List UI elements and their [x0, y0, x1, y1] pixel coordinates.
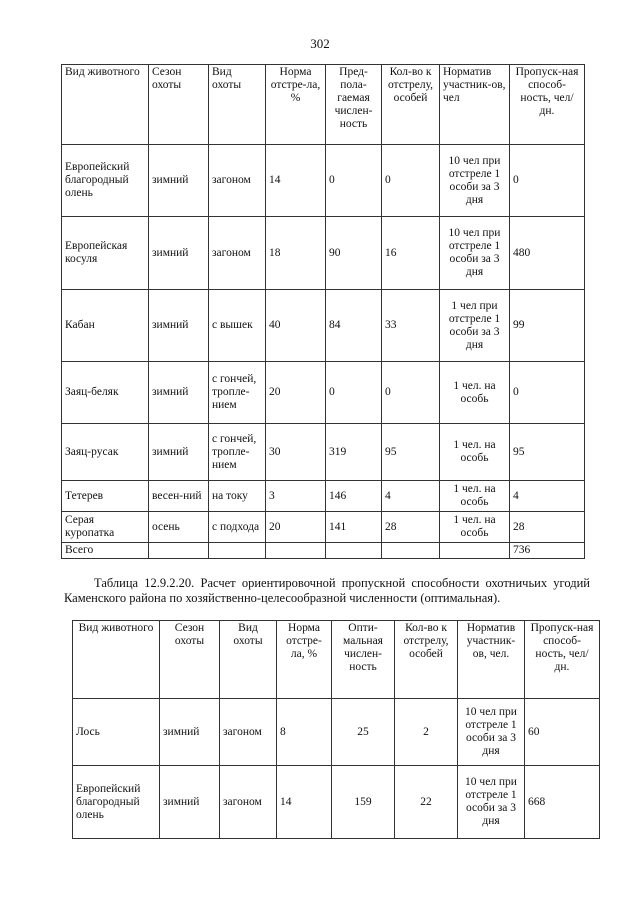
participants-cell: 1 чел при отстреле 1 особи за 3 дня [440, 290, 510, 362]
quota-cell: 16 [382, 217, 440, 290]
season-cell: зимний [149, 290, 209, 362]
capacity-cell: 99 [510, 290, 585, 362]
rate-cell: 30 [266, 424, 326, 481]
method-cell: загоном [209, 217, 266, 290]
rate-cell: 3 [266, 481, 326, 512]
population-cell: 90 [326, 217, 382, 290]
empty-cell [382, 543, 440, 559]
total-value: 736 [510, 543, 585, 559]
header-cell: Пропуск-ная способ-ность, чел/дн. [525, 621, 600, 699]
participants-cell: 1 чел. на особь [440, 362, 510, 424]
capacity-cell: 4 [510, 481, 585, 512]
optimal-capacity-table [72, 620, 600, 839]
quota-cell: 0 [382, 362, 440, 424]
empty-cell [209, 543, 266, 559]
quota-cell: 0 [382, 145, 440, 217]
season-cell: зимний [149, 217, 209, 290]
season-cell: зимний [160, 699, 220, 766]
header-cell: Пропуск-ная способ-ность, чел/дн. [510, 65, 585, 145]
header-cell: Норма отстре-ла, % [266, 65, 326, 145]
quota-cell: 28 [382, 512, 440, 543]
animal-cell: Заяц-беляк [62, 362, 149, 424]
population-cell: 25 [332, 699, 395, 766]
animal-cell: Лось [73, 699, 160, 766]
method-cell: с вышек [209, 290, 266, 362]
season-cell: зимний [160, 766, 220, 839]
season-cell: зимний [149, 424, 209, 481]
animal-cell: Тетерев [62, 481, 149, 512]
capacity-cell: 480 [510, 217, 585, 290]
empty-cell [266, 543, 326, 559]
quota-cell: 2 [395, 699, 458, 766]
season-cell: зимний [149, 145, 209, 217]
capacity-cell: 95 [510, 424, 585, 481]
season-cell: зимний [149, 362, 209, 424]
capacity-cell: 0 [510, 145, 585, 217]
page-number: 302 [310, 36, 330, 51]
table-header-row [62, 65, 585, 145]
method-cell: с гончей, тропле-нием [209, 362, 266, 424]
table-caption: Таблица 12.9.2.20. Расчет ориентировочной пропускной способности охотничьих угодий Каменского района по хозяйственно-целесообразной численности (оптимальная). [64, 576, 590, 605]
header-cell: Вид охоты [209, 65, 266, 145]
participants-cell: 1 чел. на особь [440, 481, 510, 512]
table-row [73, 699, 600, 766]
population-cell: 146 [326, 481, 382, 512]
method-cell: с подхода [209, 512, 266, 543]
participants-cell: 1 чел. на особь [440, 424, 510, 481]
table-header-row [73, 621, 600, 699]
total-label: Всего [62, 543, 149, 559]
population-cell: 319 [326, 424, 382, 481]
method-cell: загоном [220, 766, 277, 839]
participants-cell: 10 чел при отстреле 1 особи за 3 дня [458, 699, 525, 766]
header-cell: Норма отстре-ла, % [277, 621, 332, 699]
population-cell: 141 [326, 512, 382, 543]
rate-cell: 40 [266, 290, 326, 362]
header-cell: Сезон охоты [149, 65, 209, 145]
season-cell: осень [149, 512, 209, 543]
population-cell: 84 [326, 290, 382, 362]
quota-cell: 22 [395, 766, 458, 839]
header-cell: Пред-пола-гаемая числен-ность [326, 65, 382, 145]
rate-cell: 20 [266, 512, 326, 543]
capacity-cell: 28 [510, 512, 585, 543]
method-cell: загоном [220, 699, 277, 766]
population-cell: 0 [326, 145, 382, 217]
empty-cell [326, 543, 382, 559]
animal-cell: Европейский благородный олень [73, 766, 160, 839]
capacity-cell: 0 [510, 362, 585, 424]
capacity-cell: 60 [525, 699, 600, 766]
rate-cell: 8 [277, 699, 332, 766]
rate-cell: 14 [277, 766, 332, 839]
rate-cell: 20 [266, 362, 326, 424]
table-row [62, 362, 585, 424]
header-cell: Опти-мальная числен-ность [332, 621, 395, 699]
capacity-cell: 668 [525, 766, 600, 839]
header-cell: Вид животного [73, 621, 160, 699]
table-row [62, 424, 585, 481]
rate-cell: 18 [266, 217, 326, 290]
table-row [73, 766, 600, 839]
table-row [62, 290, 585, 362]
participants-cell: 10 чел при отстреле 1 особи за 3 дня [440, 217, 510, 290]
quota-cell: 33 [382, 290, 440, 362]
header-cell: Сезон охоты [160, 621, 220, 699]
method-cell: на току [209, 481, 266, 512]
animal-cell: Заяц-русак [62, 424, 149, 481]
animal-cell: Европейский благородный олень [62, 145, 149, 217]
method-cell: с гончей, тропле-нием [209, 424, 266, 481]
hunting-capacity-table [61, 64, 585, 559]
participants-cell: 10 чел при отстреле 1 особи за 3 дня [458, 766, 525, 839]
population-cell: 159 [332, 766, 395, 839]
header-cell: Кол-во к отстрелу, особей [395, 621, 458, 699]
rate-cell: 14 [266, 145, 326, 217]
empty-cell [440, 543, 510, 559]
table-row [62, 481, 585, 512]
participants-cell: 1 чел. на особь [440, 512, 510, 543]
header-cell: Норматив участник-ов, чел [440, 65, 510, 145]
header-cell: Вид животного [62, 65, 149, 145]
table-row [62, 145, 585, 217]
method-cell: загоном [209, 145, 266, 217]
quota-cell: 4 [382, 481, 440, 512]
population-cell: 0 [326, 362, 382, 424]
header-cell: Кол-во к отстрелу, особей [382, 65, 440, 145]
total-row [62, 543, 585, 559]
empty-cell [149, 543, 209, 559]
header-cell: Норматив участник-ов, чел. [458, 621, 525, 699]
season-cell: весен-ний [149, 481, 209, 512]
animal-cell: Серая куропатка [62, 512, 149, 543]
table-row [62, 217, 585, 290]
table-row [62, 512, 585, 543]
quota-cell: 95 [382, 424, 440, 481]
animal-cell: Европейская косуля [62, 217, 149, 290]
participants-cell: 10 чел при отстреле 1 особи за 3 дня [440, 145, 510, 217]
animal-cell: Кабан [62, 290, 149, 362]
header-cell: Вид охоты [220, 621, 277, 699]
